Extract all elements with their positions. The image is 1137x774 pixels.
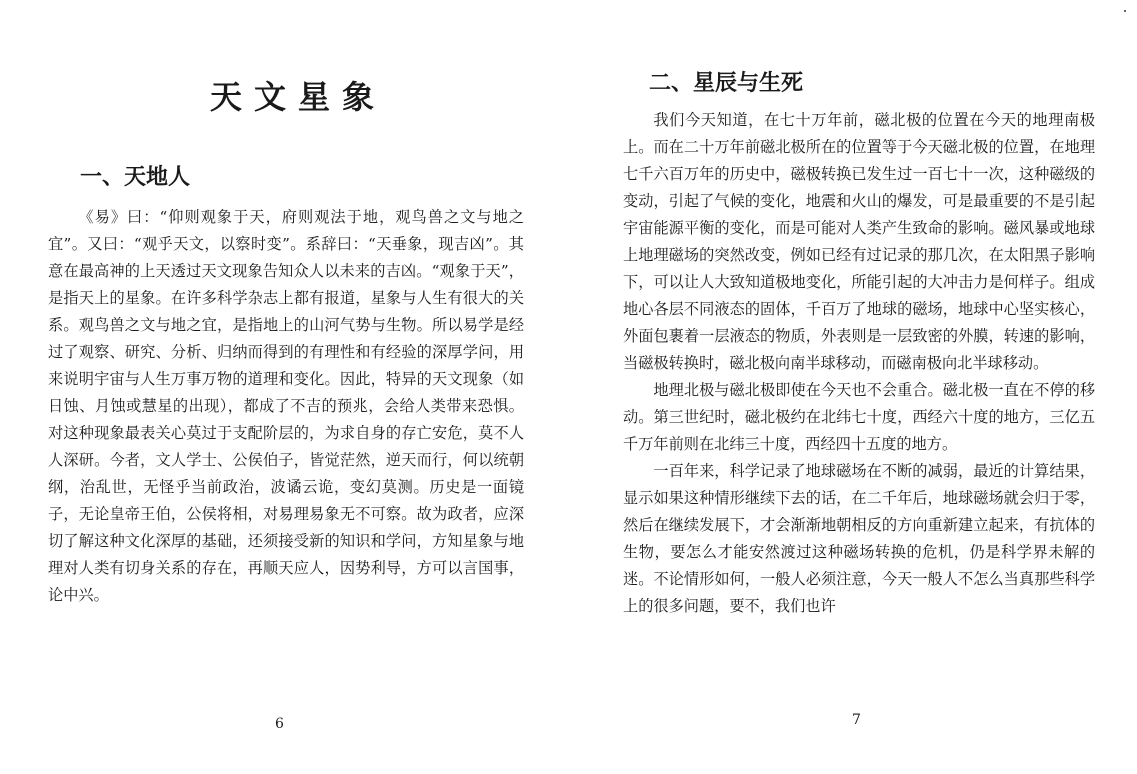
page-number-right: 7 (852, 712, 861, 728)
paragraph: 我们今天知道，在七十万年前，磁北极的位置在今天的地理南极上。而在二十万年前磁北极所在的位置等于今天磁北极的位置，在地理七千六百万年的历史中，磁极转换已发生过一百七十一次，这种磁级的变动，引起了气候的变化，地震和火山的爆发，可是最重要的不是引起宇宙能源平衡的变化，而是可能对人类产生致命的影响。磁风暴或地球上地理磁场的突然改变，例如已经有过记录的那几次，在太阳黑子影响下，可以让人大致知道极地变化，所能引起的大冲击力是何样子。组成地心各层不同液态的固体，千百万了地球的磁场，地球中心坚实核心，外面包裹着一层液态的物质，外表则是一层致密的外膜，转速的影响，当磁极转换时，磁北极向南半球移动，而磁南极向北半球移动。 (623, 111, 1095, 372)
paragraph: 一百年来，科学记录了地球磁场在不断的减弱，最近的计算结果，显示如果这种情形继续下去的话，在二千年后，地球磁场就会归于零，然后在继续发展下，才会渐渐地朝相反的方向重新建立起来，有抗体的生物，要怎么才能安然渡过这种磁场转换的危机，仍是科学界未解的迷。不论情形如何，一般人必须注意，今天一般人不怎么当真那些科学上的很多问题，要不，我们也许 (623, 462, 1095, 615)
book-title: 天文星象 (210, 78, 387, 116)
page-number-left: 6 (275, 716, 284, 732)
section-heading-right: 二、星辰与生死 (649, 70, 804, 96)
body-text-right (623, 107, 1095, 620)
paragraph: 地理北极与磁北极即使在今天也不会重合。磁北极一直在不停的移动。第三世纪时，磁北极约在北纬七十度，西经六十度的地方，三亿五千万年前则在北纬三十度，西经四十五度的地方。 (623, 381, 1095, 453)
section-heading-left: 一、天地人 (80, 164, 191, 190)
left-page (0, 0, 560, 774)
body-text-left (48, 204, 524, 609)
right-page (580, 0, 1137, 774)
paragraph: 《易》曰：“仰则观象于天，府则观法于地，观鸟兽之文与地之宜”。又曰：“观乎天文，以察时变”。系辞曰：“天垂象，现吉凶”。其意在最高神的上天透过天文现象告知众人以未来的吉凶。“观象于天”，是指天上的星象。在许多科学杂志上都有报道，星象与人生有很大的关系。观鸟兽之文与地之宜，是指地上的山河气势与生物。所以易学是经过了观察、研究、分析、归纳而得到的有理性和有经验的深厚学问，用来说明宇宙与人生万事万物的道理和变化。因此，特异的天文现象（如日蚀、月蚀或慧星的出现），都成了不吉的预兆，会给人类带来恐惧。对这种现象最表关心莫过于支配阶层的，为求自身的存亡安危，莫不人人深研。今者，文人学士、公侯伯子，皆觉茫然，逆天而行，何以统朝纲，治乱世，无怪乎当前政治，波谲云诡，变幻莫测。历史是一面镜子，无论皇帝王伯，公侯将相，对易理易象无不可察。故为政者，应深切了解这种文化深厚的基础，还须接受新的知识和学问，方知星象与地理对人类有切身关系的存在，再顺天应人，因势利导，方可以言国事，论中兴。 (48, 208, 524, 604)
scan-speck (1124, 10, 1126, 12)
